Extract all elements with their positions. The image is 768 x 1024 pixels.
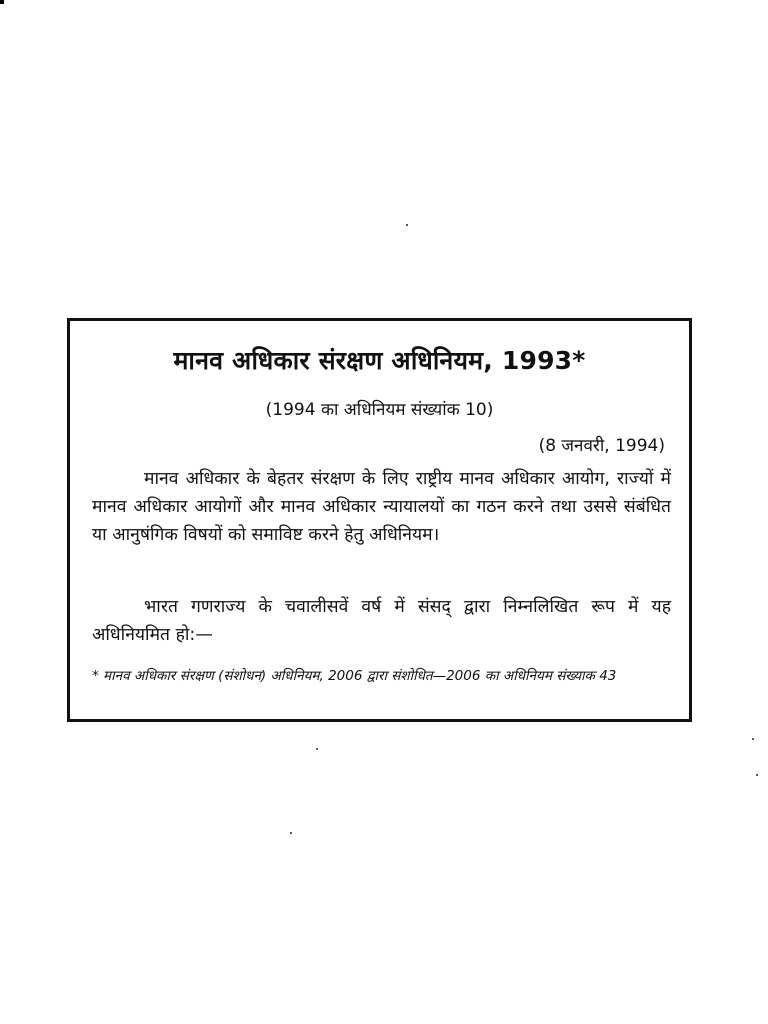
act-title: मानव अधिकार संरक्षण अधिनियम, 1993* [173, 346, 586, 375]
scan-speck [752, 738, 754, 740]
enactment-paragraph: भारत गणराज्य के चवालीसवें वर्ष में संसद् द्वारा निम्नलिखित रूप में यह अधिनियमित हो:— [92, 597, 671, 645]
amendment-footnote: * मानव अधिकार संरक्षण (संशोधन) अधिनियम, 2006 द्वारा संशोधित—2006 का अधिनियम संख्याक 43 [92, 668, 617, 684]
preamble-paragraph: मानव अधिकार के बेहतर संरक्षण के लिए राष्ट्रीय मानव अधिकार आयोग, राज्यों में मानव अधिकार आयोगों और मानव अधिकार न्यायालयों का गठन करने तथा उससे संबंधित या आनुषंगिक विषयों को समाविष्ट करने हेतु अधिनियम। [92, 469, 671, 545]
act-date: (8 जनवरी, 1994) [538, 436, 665, 456]
scan-speck [756, 774, 758, 776]
act-number: (1994 का अधिनियम संख्यांक 10) [265, 400, 494, 420]
scan-corner-mark [0, 0, 4, 4]
scan-speck [406, 224, 408, 226]
scan-speck [290, 832, 292, 834]
act-header-box [67, 318, 692, 722]
scan-speck [316, 748, 318, 750]
